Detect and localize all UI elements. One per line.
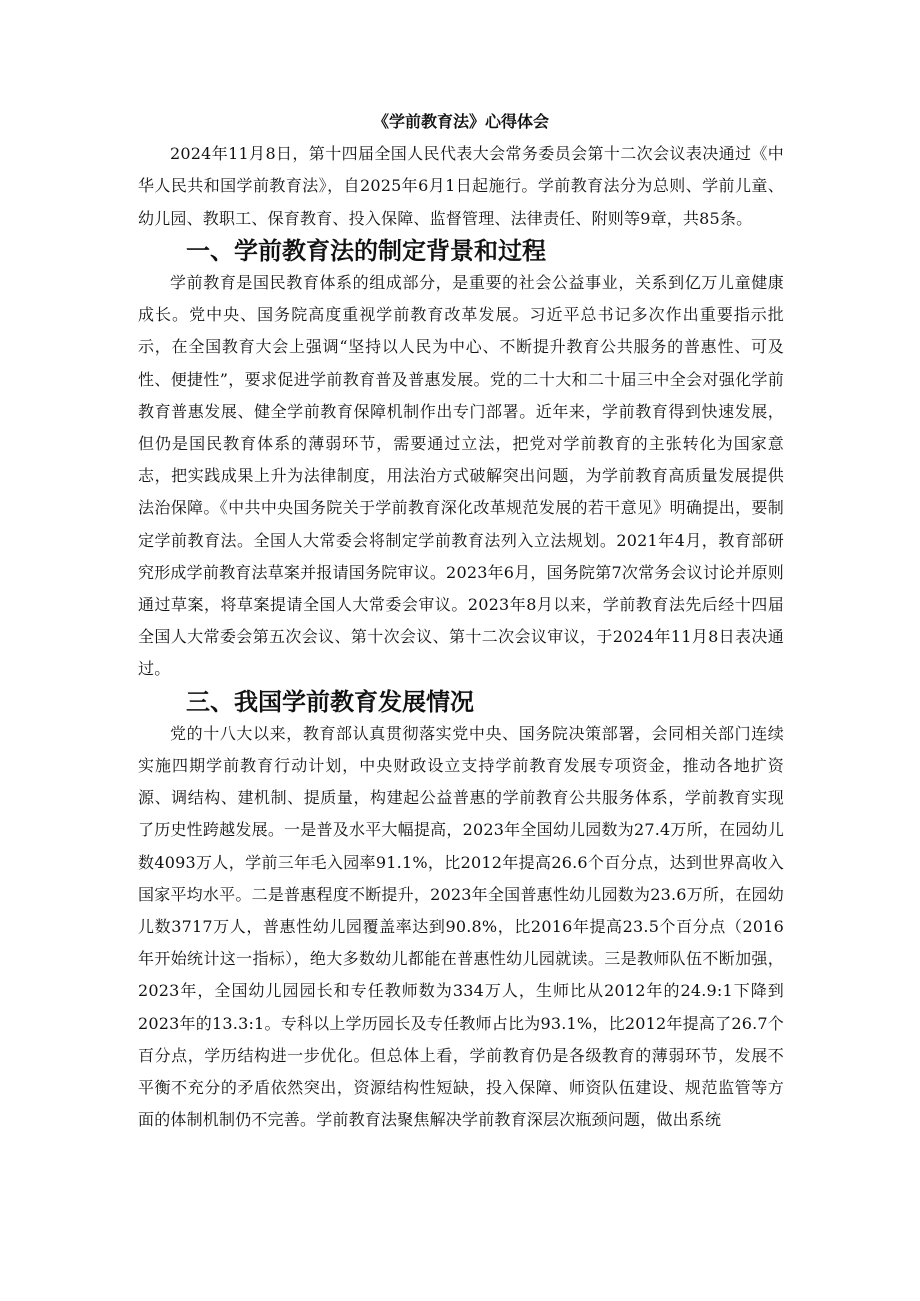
document-title: 《学前教育法》心得体会: [372, 112, 549, 131]
document-page: [138, 92, 784, 1137]
section-body-background: 学前教育是国民教育体系的组成部分，是重要的社会公益事业，关系到亿万儿童健康成长。党中央、国务院高度重视学前教育改革发展。习近平总书记多次作出重要指示批示，在全国教育大会上强调“坚持以人民为中心、不断提升教育公共服务的普惠性、可及性、便捷性”，要求促进学前教育普及普惠发展。党的二十大和二十届三中全会对强化学前教育普惠发展、健全学前教育保障机制作出专门部署。近年来，学前教育得到快速发展，但仍是国民教育体系的薄弱环节，需要通过立法，把党对学前教育的主张转化为国家意志，把实践成果上升为法律制度，用法治方式破解突出问题，为学前教育高质量发展提供法治保障。《中共中央国务院关于学前教育深化改革规范发展的若干意见》明确提出，要制定学前教育法。全国人大常委会将制定学前教育法列入立法规划。2021年4月，教育部研究形成学前教育法草案并报请国务院审议。2023年6月，国务院第7次常务会议讨论并原则通过草案，将草案提请全国人大常委会审议。2023年8月以来，学前教育法先后经十四届全国人大常委会第五次会议、第十次会议、第十二次会议审议，于2024年11月8日表决通过。: [138, 273, 784, 679]
section-heading-background: 一、学前教育法的制定背景和过程: [186, 235, 546, 265]
intro-paragraph: 2024年11月8日，第十四届全国人民代表大会常务委员会第十二次会议表决通过《中华人民共和国学前教育法》，自2025年6月1日起施行。学前教育法分为总则、学前儿童、幼儿园、教职工、保育教育、投入保障、监督管理、法律责任、附则等9章，共85条。: [138, 144, 784, 228]
section-heading-development: 三、我国学前教育发展情况: [186, 686, 474, 716]
section-body-development: 党的十八大以来，教育部认真贯彻落实党中央、国务院决策部署，会同相关部门连续实施四期学前教育行动计划，中央财政设立支持学前教育发展专项资金，推动各地扩资源、调结构、建机制、提质量，构建起公益普惠的学前教育公共服务体系，学前教育实现了历史性跨越发展。一是普及水平大幅提高，2023年全国幼儿园数为27.4万所，在园幼儿数4093万人，学前三年毛入园率91.1%，比2012年提高26.6个百分点，达到世界高收入国家平均水平。二是普惠程度不断提升，2023年全国普惠性幼儿园数为23.6万所，在园幼儿数3717万人，普惠性幼儿园覆盖率达到90.8%，比2016年提高23.5个百分点（2016年开始统计这一指标），绝大多数幼儿都能在普惠性幼儿园就读。三是教师队伍不断加强，2023年，全国幼儿园园长和专任教师数为334万人，生师比从2012年的24.9:1下降到2023年的13.3:1。专科以上学历园长及专任教师占比为93.1%，比2012年提高了26.7个百分点，学历结构进一步优化。但总体上看，学前教育仍是各级教育的薄弱环节，发展不平衡不充分的矛盾依然突出，资源结构性短缺，投入保障、师资队伍建设、规范监管等方面的体制机制仍不完善。学前教育法聚焦解决学前教育深层次瓶颈问题，做出系统: [138, 723, 784, 1130]
